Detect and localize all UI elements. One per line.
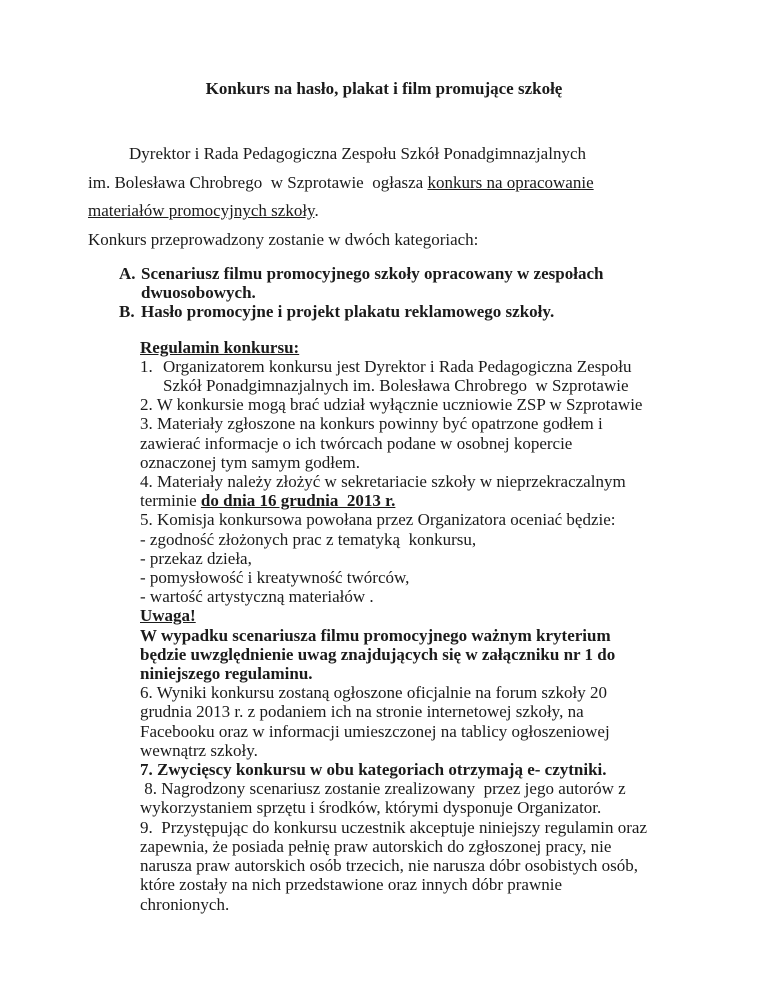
text-line <box>88 169 708 198</box>
text-line <box>140 549 708 568</box>
text-line <box>140 606 708 625</box>
text-run: 2. W konkursie mogą brać udział wyłącznie uczniowie ZSP w Szprotawie <box>140 395 643 415</box>
text-run: chronionych. <box>140 894 230 914</box>
text-line <box>140 702 708 721</box>
text-line <box>140 376 708 395</box>
text-line <box>140 779 708 798</box>
text-run: Szkół Ponadgimnazjalnych im. Bolesława Chrobrego w Szprotawie <box>163 376 629 396</box>
text-line <box>140 530 708 549</box>
text-run: Organizatorem konkursu jest Dyrektor i Rada Pedagogiczna Zespołu <box>163 356 632 376</box>
text-run: zawierać informacje o ich twórcach podane w osobnej kopercie <box>140 433 573 453</box>
text-line <box>119 283 708 302</box>
document-body <box>88 140 708 914</box>
text-run: oznaczonej tym samym godłem. <box>140 452 360 472</box>
document-title: Konkurs na hasło, plakat i film promujące szkołę <box>205 79 563 98</box>
intro-section <box>88 140 708 254</box>
list-marker: 1. <box>140 356 153 376</box>
text-line <box>140 741 708 760</box>
text-line <box>119 302 708 321</box>
regulamin-section <box>140 338 708 914</box>
text-run: im. Bolesława Chrobrego w Szprotawie ogłasza <box>88 172 428 192</box>
list-marker: B. <box>119 302 135 322</box>
text-line <box>140 683 708 702</box>
text-run: konkurs na opracowanie <box>427 172 594 192</box>
text-line <box>88 140 708 169</box>
text-line <box>88 226 708 255</box>
text-run: które zostały na nich przedstawione oraz innych dóbr prawnie <box>140 875 563 895</box>
text-run: Konkurs przeprowadzony zostanie w dwóch kategoriach: <box>88 229 479 249</box>
category-list <box>119 264 708 322</box>
text-run: Scenariusz filmu promocyjnego szkoły opracowany w zespołach <box>141 264 604 283</box>
text-line <box>140 722 708 741</box>
text-run: zapewnia, że posiada pełnię praw autorskich do zgłoszonej pracy, nie <box>140 836 612 856</box>
text-run: 8. Nagrodzony scenariusz zostanie zrealizowany przez jego autorów z <box>140 779 626 799</box>
text-run: 9. Przystępując do konkursu uczestnik akceptuje niniejszy regulamin oraz <box>140 817 648 837</box>
text-line <box>140 664 708 683</box>
text-run: 6. Wyniki konkursu zostaną ogłoszone oficjalnie na forum szkoły 20 <box>140 683 608 703</box>
list-marker: A. <box>119 264 136 283</box>
text-line <box>140 895 708 914</box>
text-run: Uwaga! <box>140 606 196 626</box>
text-line <box>140 875 708 894</box>
text-run: narusza praw autorskich osób trzecich, nie narusza dóbr osobistych osób, <box>140 856 639 876</box>
text-run: Dyrektor i Rada Pedagogiczna Zespołu Szkół Ponadgimnazjalnych <box>129 144 586 163</box>
text-line <box>140 357 708 376</box>
text-run: dwuosobowych. <box>141 283 256 303</box>
text-run: materiałów promocyjnych szkoły <box>88 201 315 220</box>
text-run: Facebooku oraz w informacji umieszczonej na tablicy ogłoszeniowej <box>140 721 610 741</box>
text-run: wykorzystaniem sprzętu i środków, którymi dysponuje Organizator. <box>140 798 602 818</box>
text-line <box>140 510 708 529</box>
text-run: 7. Zwycięscy konkursu w obu kategoriach otrzymają e- czytniki. <box>140 760 607 780</box>
text-run: do dnia 16 grudnia 2013 r. <box>200 491 396 511</box>
text-line <box>140 434 708 453</box>
text-line <box>140 568 708 587</box>
text-run: - wartość artystyczną materiałów . <box>140 587 374 607</box>
text-line <box>140 818 708 837</box>
text-line <box>140 395 708 414</box>
text-line <box>140 453 708 472</box>
text-line <box>140 837 708 856</box>
text-line <box>140 626 708 645</box>
text-run: 5. Komisja konkursowa powołana przez Organizatora oceniać będzie: <box>140 510 616 530</box>
text-line <box>140 414 708 433</box>
text-run: będzie uwzględnienie uwag znajdujących się w załączniku nr 1 do <box>140 644 616 664</box>
text-line <box>140 472 708 491</box>
text-line <box>140 798 708 817</box>
text-line <box>88 197 708 226</box>
text-line <box>140 491 708 510</box>
text-line <box>140 587 708 606</box>
text-run: Regulamin konkursu: <box>140 337 300 357</box>
text-line <box>119 264 708 283</box>
text-run: 4. Materiały należy złożyć w sekretariacie szkoły w nieprzekraczalnym <box>140 472 626 492</box>
text-run: grudnia 2013 r. z podaniem ich na stronie internetowej szkoły, na <box>140 702 584 722</box>
text-run: W wypadku scenariusza filmu promocyjnego ważnym kryterium <box>140 625 611 645</box>
text-run: - pomysłowość i kreatywność twórców, <box>140 568 410 588</box>
text-line <box>140 760 708 779</box>
text-run: 3. Materiały zgłoszone na konkurs powinny być opatrzone godłem i <box>140 414 603 434</box>
text-run: niniejszego regulaminu. <box>140 664 313 684</box>
text-line <box>140 645 708 664</box>
text-run: - przekaz dzieła, <box>140 548 252 568</box>
text-run: - zgodność złożonych prac z tematyką konkursu, <box>140 529 477 549</box>
text-run: Hasło promocyjne i projekt plakatu reklamowego szkoły. <box>141 302 555 322</box>
text-run: wewnątrz szkoły. <box>140 740 258 760</box>
text-line <box>140 338 708 357</box>
text-line <box>140 856 708 875</box>
text-run: terminie <box>140 491 201 511</box>
text-run: . <box>314 201 319 220</box>
